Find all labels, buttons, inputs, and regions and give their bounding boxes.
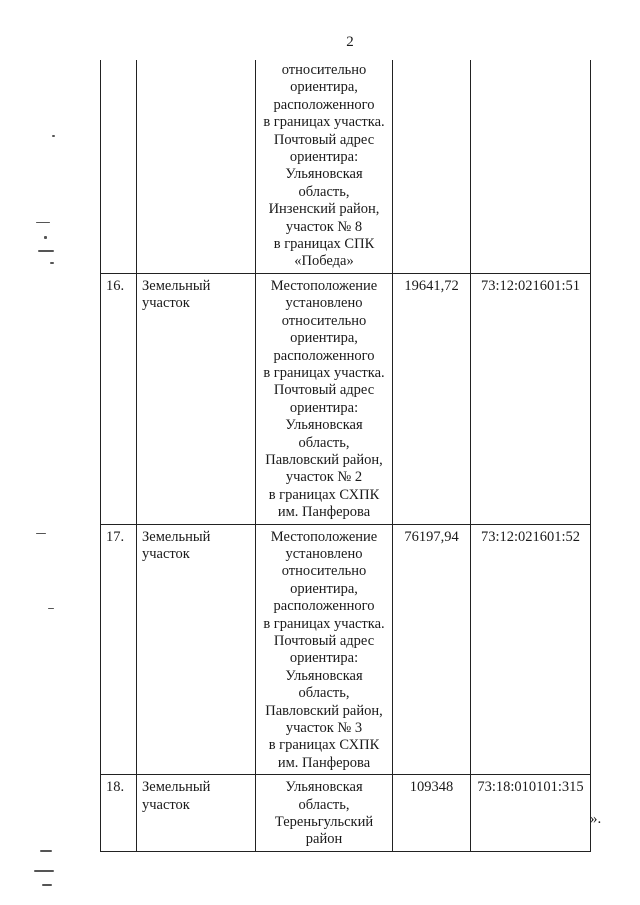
location-line: в границах СХПК [268, 486, 380, 503]
location-cell [256, 775, 393, 852]
object-name-cell [137, 273, 256, 524]
row-number: 18. [106, 779, 125, 796]
scan-speck [38, 250, 54, 252]
row-number: 17. [106, 528, 125, 545]
land-plots-table [100, 60, 591, 852]
table-row [101, 273, 591, 524]
cadastral-cell [471, 524, 591, 775]
object-name-cell [137, 775, 256, 852]
row-number-cell [101, 60, 137, 273]
location-line: ориентира: [289, 149, 359, 166]
object-name-cell [137, 60, 256, 273]
row-number-cell [101, 273, 137, 524]
location-line: ориентира, [290, 79, 358, 96]
location-line: Местоположение [270, 277, 378, 294]
area-cell [393, 273, 471, 524]
area-cell [393, 60, 471, 273]
location-line: Ульяновская [285, 667, 363, 684]
location-line: Местоположение [270, 528, 378, 545]
cadastral-cell [471, 273, 591, 524]
page-number: 2 [346, 34, 354, 50]
location-line: им. Панферова [277, 504, 371, 521]
table-row [101, 524, 591, 775]
row-number-cell [101, 775, 137, 852]
area-cell [393, 524, 471, 775]
location-line: участок № 3 [285, 720, 363, 737]
location-line: расположенного [273, 598, 375, 615]
table-body [101, 60, 591, 851]
scan-speck [42, 884, 52, 886]
location-line: ориентира: [289, 399, 359, 416]
location-line: область, [298, 796, 350, 813]
location-line: район [305, 831, 343, 848]
location-line: участок № 2 [285, 469, 363, 486]
location-line: область, [298, 434, 350, 451]
table-row [101, 775, 591, 852]
location-line: Ульяновская [285, 166, 363, 183]
cadastral-number: 73:18:010101:315 [477, 779, 584, 796]
location-line: расположенного [273, 347, 375, 364]
scan-speck [36, 533, 46, 534]
area-value: 76197,94 [404, 528, 459, 545]
area-cell [393, 775, 471, 852]
cadastral-number: 73:12:021601:52 [480, 528, 581, 545]
location-line: ориентира, [290, 330, 358, 347]
object-name-cell [137, 524, 256, 775]
location-line: относительно [281, 62, 367, 78]
location-line: Павловский район, [265, 451, 383, 468]
scan-speck [52, 135, 55, 137]
scan-speck [36, 222, 50, 223]
location-line: область, [298, 183, 350, 200]
object-name-line: Земельный [142, 277, 211, 294]
location-line: Ульяновская [285, 779, 363, 796]
scan-speck [34, 870, 54, 872]
object-name-line: участок [142, 545, 190, 562]
location-line: Ульяновская [285, 417, 363, 434]
row-number: 16. [106, 277, 125, 294]
location-cell [256, 60, 393, 273]
cadastral-cell [471, 775, 591, 852]
row-number-cell [101, 524, 137, 775]
location-line: в границах участка. [263, 615, 385, 632]
scan-speck [50, 262, 54, 264]
area-value: 109348 [409, 779, 454, 796]
location-line: в границах СХПК [268, 737, 380, 754]
location-line: ориентира: [289, 650, 359, 667]
scan-speck [44, 236, 47, 239]
location-cell [256, 273, 393, 524]
location-line: Тереньгульский [274, 814, 374, 831]
location-line: относительно [281, 312, 367, 329]
location-line: область, [298, 685, 350, 702]
location-line: установлено [285, 545, 363, 562]
closing-quote: ». [590, 811, 602, 827]
location-line: Почтовый адрес [273, 382, 375, 399]
location-line: Павловский район, [265, 702, 383, 719]
location-line: им. Панферова [277, 754, 371, 771]
location-line: относительно [281, 563, 367, 580]
location-line: расположенного [273, 96, 375, 113]
scan-speck [48, 608, 54, 609]
location-line: в границах СПК [273, 236, 375, 253]
location-line: «Победа» [294, 253, 354, 270]
location-line: Инзенский район, [268, 201, 380, 218]
location-line: Почтовый адрес [273, 131, 375, 148]
location-line: ориентира, [290, 580, 358, 597]
area-value: 19641,72 [404, 277, 459, 294]
object-name-line: Земельный [142, 528, 211, 545]
scan-speck [40, 850, 52, 852]
location-line: в границах участка. [263, 114, 385, 131]
location-line: Почтовый адрес [273, 633, 375, 649]
cadastral-cell [471, 60, 591, 273]
object-name-line: Земельный [142, 779, 211, 796]
location-line: установлено [285, 295, 363, 312]
table-row [101, 60, 591, 273]
cadastral-number: 73:12:021601:51 [480, 277, 581, 294]
location-line: в границах участка. [263, 364, 385, 381]
location-cell [256, 524, 393, 775]
object-name-line: участок [142, 796, 190, 813]
location-line: участок № 8 [285, 218, 363, 235]
object-name-line: участок [142, 295, 190, 312]
